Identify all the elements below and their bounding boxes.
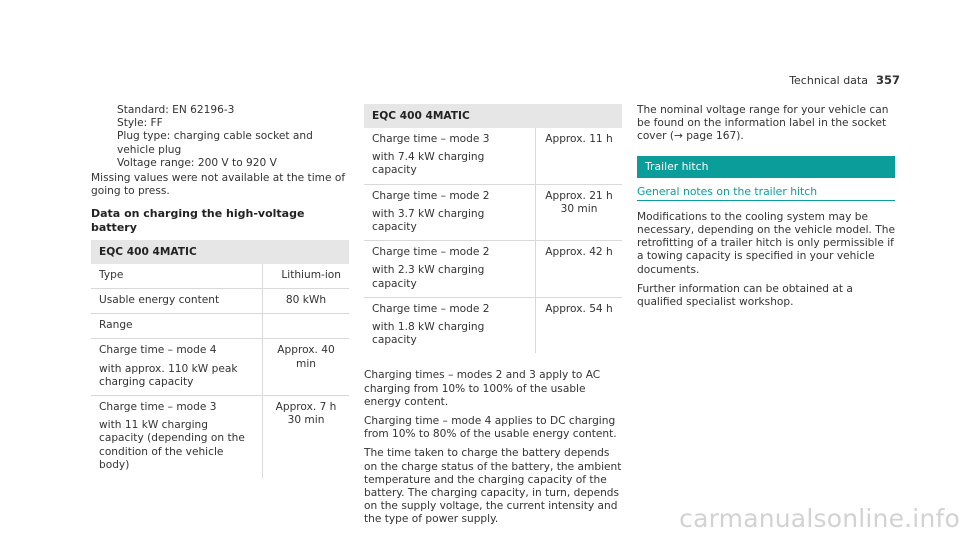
row-label: Charge time – mode 4 [99,344,217,357]
left-column [91,104,349,478]
row-value: Approx. 21 h 30 min [545,189,613,215]
row-value: Approx. 7 h 30 min [275,401,337,427]
row-sublabel: with 1.8 kW charging capacity [372,321,485,347]
watermark: carmanualsonline.info [679,503,960,533]
row-value: Approx. 42 h [545,246,613,259]
table-header: EQC 400 4MATIC [364,104,622,128]
table-header: EQC 400 4MATIC [91,240,349,264]
row-value: Approx. 40 min [277,344,335,370]
table-row [91,289,349,314]
row-label-cell [364,298,536,354]
row-sublabel: with 7.4 kW charging capacity [372,151,485,177]
spec-style: Style: FF [117,117,163,130]
spec-standard: Standard: EN 62196-3 [117,104,235,116]
row-label-cell [364,241,536,297]
battery-charging-heading: Data on charging the high-voltage battery [91,207,305,234]
row-label-cell [364,185,536,241]
table-row [91,396,349,478]
row-label: Charge time – mode 2 [372,189,490,202]
row-sublabel: with 2.3 kW charging capacity [372,264,485,290]
row-sublabel: with approx. 110 kW peak charging capacity [99,362,238,388]
row-label: Charge time – mode 3 [372,133,490,145]
row-label-cell [91,396,263,478]
middle-column [364,104,622,527]
row-label: Charge time – mode 2 [372,302,490,315]
row-label-cell [91,339,263,395]
missing-values-note: Missing values were not available at the time of going to press. [91,172,346,198]
right-column [637,104,895,309]
paragraph: The time taken to charge the battery depends on the charge status of the battery, the ambient temperature and the charging capacity of the battery. The charging capacity, in turn, depends on the supply voltage, the current intensity and the type of power supply. [364,447,622,526]
table-row [364,128,622,185]
table-row [91,264,349,289]
battery-data-table [91,240,349,478]
spec-voltage: Voltage range: 200 V to 920 V [117,156,277,169]
row-sublabel: with 11 kW charging capacity (depending on the condition of the vehicle body) [99,419,245,471]
page-number: 357 [875,73,900,87]
row-label-cell [364,128,536,184]
row-label: Type [91,264,263,288]
table-row [364,241,622,298]
section-bar-trailer-hitch: Trailer hitch [637,156,895,178]
page-header [789,74,900,87]
table-row [364,185,622,242]
row-label: Charge time – mode 3 [99,401,217,414]
table-row [91,314,349,339]
row-label: Range [91,314,263,338]
charging-notes [364,369,622,526]
spec-list [91,104,349,170]
row-value: Lithium-ion [281,268,341,281]
charge-time-table [364,104,622,353]
paragraph: Charging time – mode 4 applies to DC charging from 10% to 80% of the usable energy content. [364,415,617,441]
table-row [91,339,349,396]
spec-plug-type: Plug type: charging cable socket and vehicle plug [117,130,313,156]
paragraph: Further information can be obtained at a qualified specialist workshop. [637,282,853,309]
paragraph: Charging times – modes 2 and 3 apply to AC charging from 10% to 100% of the usable energy content. [364,369,601,408]
row-value: 80 kWh [285,294,327,307]
row-value [263,314,349,338]
row-value: Approx. 54 h [545,302,613,315]
trailer-hitch-subheading: General notes on the trailer hitch [637,185,895,201]
voltage-info-paragraph: The nominal voltage range for your vehicle can be found on the information label in the socket cover (→ page 167). [637,104,889,143]
row-value: Approx. 11 h [545,133,613,145]
section-title: Technical data [789,74,868,87]
row-label: Charge time – mode 2 [372,246,490,259]
row-label: Usable energy content [91,289,263,313]
paragraph: Modifications to the cooling system may be necessary, depending on the vehicle model. The retrofitting of a trailer hitch is only permissible if a towing capacity is specified in your vehicle documents. [637,210,895,276]
row-sublabel: with 3.7 kW charging capacity [372,207,485,234]
table-row [364,298,622,354]
